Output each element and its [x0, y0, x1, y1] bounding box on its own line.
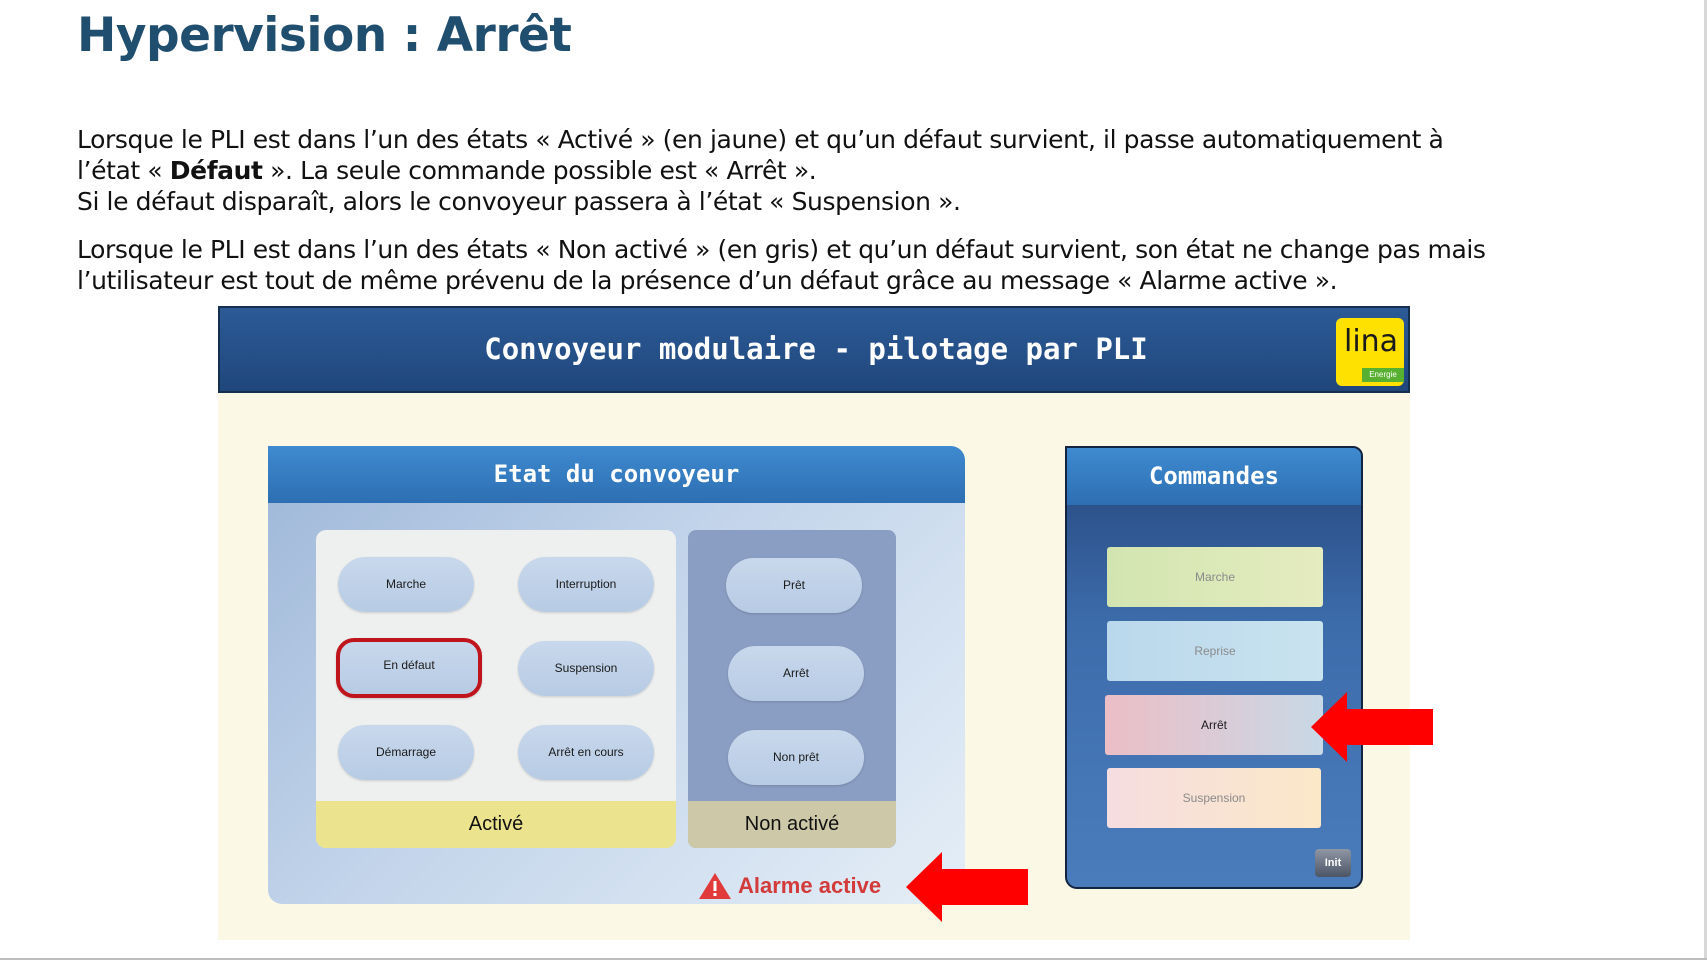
warning-icon — [698, 871, 732, 901]
commandes-title: Commandes — [1067, 448, 1361, 505]
slide-title: Hypervision : Arrêt — [77, 8, 572, 63]
arret-button[interactable]: Arrêt — [1105, 695, 1323, 755]
paragraph-line — [77, 155, 1637, 186]
state-pret: Prêt — [726, 558, 862, 613]
inactive-label: Non activé — [688, 801, 896, 848]
etat-panel-title: Etat du convoyeur — [268, 446, 965, 503]
state-marche: Marche — [338, 557, 474, 612]
reprise-button[interactable]: Reprise — [1107, 621, 1323, 681]
paragraph-line: Lorsque le PLI est dans l’un des états « Non activé » (en gris) et qu’un défaut survient, son état ne change pas mais — [77, 235, 1486, 264]
alarm-text: Alarme active — [738, 873, 882, 898]
state-non-pret: Non prêt — [728, 730, 864, 785]
hmi-title: Convoyeur modulaire - pilotage par PLI — [484, 332, 1148, 366]
state-interruption: Interruption — [518, 557, 654, 612]
marche-button[interactable]: Marche — [1107, 547, 1323, 607]
alarm-message — [698, 866, 881, 904]
text-fragment: l’état « — [77, 156, 170, 185]
commandes-panel — [1065, 446, 1363, 889]
state-demarrage: Démarrage — [338, 725, 474, 780]
state-en-defaut: En défaut — [336, 638, 482, 698]
paragraph-line: l’utilisateur est tout de même prévenu de la présence d’un défaut grâce au message « Alarme active ». — [77, 266, 1338, 295]
hmi-header — [218, 306, 1410, 393]
hmi-screenshot — [218, 306, 1410, 940]
state-arret-en-cours: Arrêt en cours — [518, 725, 654, 780]
bold-term-defaut: Défaut — [169, 156, 263, 185]
state-arret: Arrêt — [728, 646, 864, 701]
inactive-states-zone — [688, 530, 896, 848]
suspension-button[interactable]: Suspension — [1107, 768, 1321, 828]
paragraph-line: Lorsque le PLI est dans l’un des états « Activé » (en jaune) et qu’un défaut survient, il passe automatiquement à — [77, 125, 1444, 154]
paragraph-active-states — [77, 124, 1637, 217]
logo-subtext: Energie — [1362, 368, 1404, 382]
lina-logo — [1336, 318, 1404, 386]
text-fragment: ». La seule commande possible est « Arrêt ». — [262, 156, 817, 185]
red-arrow-arret — [1311, 692, 1433, 762]
paragraph-line: Si le défaut disparaît, alors le convoyeur passera à l’état « Suspension ». — [77, 187, 961, 216]
active-label: Activé — [316, 801, 676, 848]
state-suspension: Suspension — [518, 641, 654, 696]
init-button[interactable]: Init — [1315, 849, 1351, 877]
active-states-zone — [316, 530, 676, 848]
paragraph-inactive-states — [77, 234, 1637, 296]
logo-text: lina — [1344, 324, 1399, 359]
red-arrow-alarme — [906, 852, 1028, 922]
etat-panel — [268, 446, 965, 904]
